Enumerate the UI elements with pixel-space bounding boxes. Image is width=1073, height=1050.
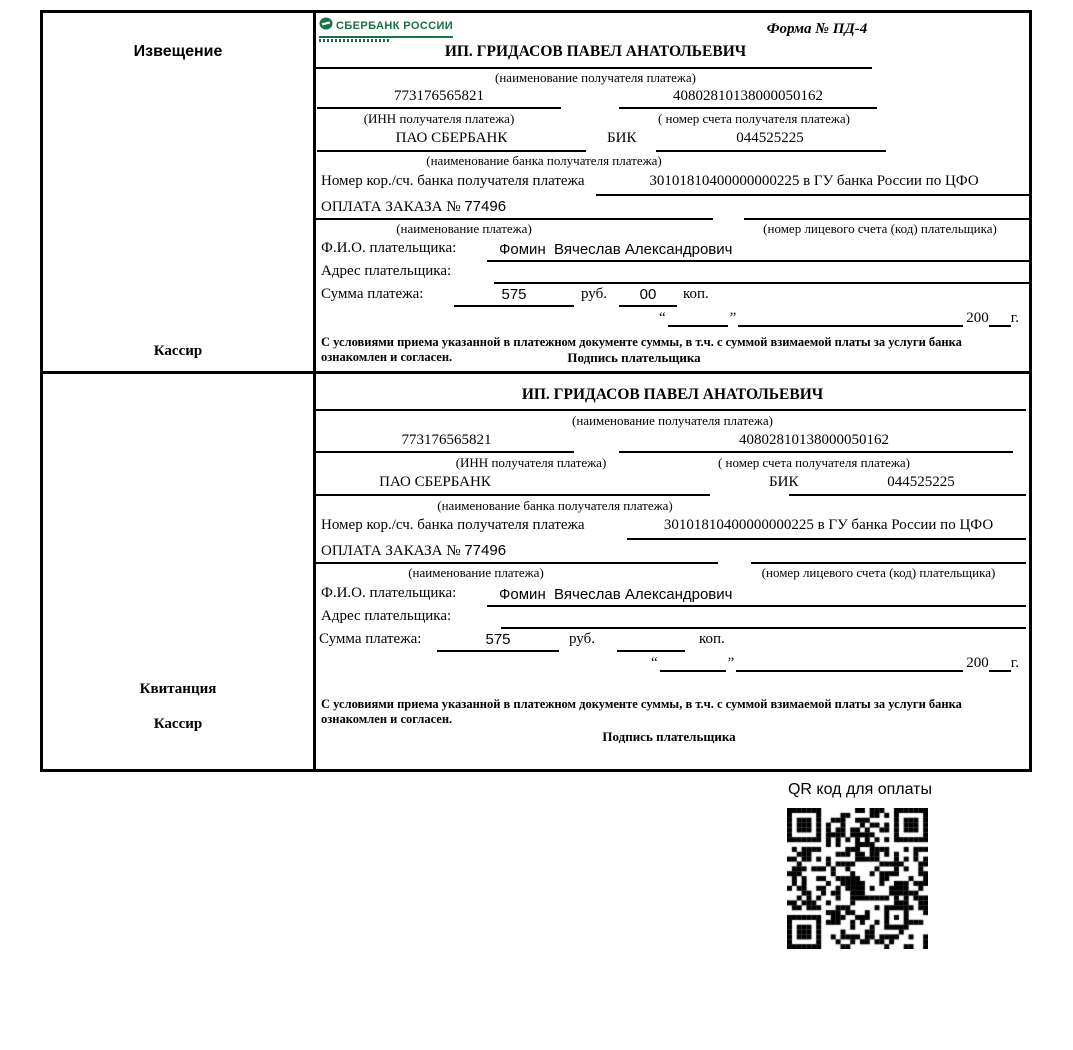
underline [487, 605, 1026, 607]
payer-signature-label: Подпись плательщика [567, 350, 701, 365]
amount-label: Сумма платежа: [319, 631, 422, 647]
order-number: 77496 [464, 198, 507, 215]
payment-caption: (наименование платежа) [396, 221, 532, 236]
date-quote-close: ” [727, 655, 735, 671]
payment-purpose [321, 542, 506, 560]
agreement-line1: С условиями приема указанной в платежном документе суммы, в т.ч. с суммой взимаемой платы за услуги банка [321, 335, 962, 349]
date-quote-close: ” [729, 310, 737, 326]
underline [744, 218, 1029, 220]
underline [437, 650, 559, 652]
bank-name: ПАО СБЕРБАНК [379, 474, 491, 490]
form-number-label: Форма № ПД-4 [766, 21, 868, 37]
sberbank-logo [319, 17, 453, 42]
recipient-name: ИП. ГРИДАСОВ ПАВЕЛ АНАТОЛЬЕВИЧ [444, 43, 747, 60]
kop-label: коп. [699, 631, 725, 647]
bik-value: 044525225 [736, 130, 804, 146]
underline [454, 305, 574, 307]
sberbank-emblem-icon [319, 17, 333, 35]
amount-kop-value: 00 [639, 286, 657, 303]
recipient-caption: (наименование получателя платежа) [572, 413, 773, 428]
date-year-blank [989, 311, 1011, 327]
payer-name-label: Ф.И.О. плательщика: [321, 585, 457, 601]
account-caption: ( номер счета получателя платежа) [717, 455, 911, 470]
date-quote-open: “ [651, 655, 658, 671]
payer-name-label: Ф.И.О. плательщика: [321, 240, 457, 256]
inn-value: 773176565821 [401, 432, 492, 448]
inn-caption: (ИНН получателя платежа) [363, 111, 515, 126]
cashier-label-notice: Кассир [153, 343, 203, 359]
payer-address-label: Адрес плательщика: [321, 608, 452, 624]
underline [789, 494, 1026, 496]
payment-purpose-label: ОПЛАТА ЗАКАЗА № [321, 199, 461, 215]
bank-name: ПАО СБЕРБАНК [395, 130, 508, 146]
column-divider [313, 13, 316, 769]
qr-code-label: QR код для оплаты [787, 781, 932, 798]
receipt-section [319, 374, 1029, 769]
underline [617, 650, 685, 652]
date-quote-open: “ [659, 310, 666, 326]
sberbank-logo-tagline [319, 39, 389, 42]
account-value: 40802810138000050162 [673, 88, 823, 104]
date-day-blank [660, 656, 726, 672]
underline [627, 538, 1026, 540]
underline [315, 451, 574, 453]
payer-address-label: Адрес плательщика: [321, 263, 452, 279]
underline [619, 107, 877, 109]
payment-purpose-label: ОПЛАТА ЗАКАЗА № [321, 543, 461, 559]
payer-name-value: Фомин Вячеслав Александрович [499, 586, 733, 603]
kop-label: коп. [683, 286, 709, 302]
agreement-line1: С условиями приема указанной в платежном документе суммы, в т.ч. с суммой взимаемой платы за услуги банка [321, 697, 962, 711]
bik-label: БИК [607, 130, 637, 146]
underline [313, 409, 1026, 411]
underline [487, 260, 1029, 262]
date-month-blank [736, 656, 963, 672]
inn-caption: (ИНН получателя платежа) [455, 455, 607, 470]
sberbank-logo-text: СБЕРБАНК РОССИИ [336, 20, 454, 32]
personal-account-caption: (номер лицевого счета (код) плательщика) [761, 565, 996, 580]
qr-code [787, 808, 928, 949]
date-year-suffix: г. [1010, 310, 1019, 326]
date-year-prefix: 200 [966, 310, 989, 326]
amount-rub-value: 575 [485, 631, 511, 648]
corr-account-label: Номер кор./сч. банка получателя платежа [321, 517, 585, 533]
date-year-suffix: г. [1010, 655, 1019, 671]
underline [494, 282, 1029, 284]
underline [751, 562, 1026, 564]
amount-label: Сумма платежа: [321, 286, 424, 302]
date-row [649, 655, 1019, 672]
bank-caption: (наименование банка получателя платежа) [426, 153, 662, 168]
rub-label: руб. [581, 286, 607, 302]
payer-signature-label: Подпись плательщика [602, 729, 736, 744]
underline [317, 150, 586, 152]
underline [313, 218, 713, 220]
rub-label: руб. [569, 631, 595, 647]
underline [315, 67, 872, 69]
payer-name-value: Фомин Вячеслав Александрович [499, 241, 733, 258]
account-value: 40802810138000050162 [739, 432, 889, 448]
corr-account-value: 30101810400000000225 в ГУ банка России по ЦФО [663, 517, 994, 533]
account-caption: ( номер счета получателя платежа) [657, 111, 851, 126]
section-label-receipt: Квитанция [139, 681, 217, 697]
pd4-form [40, 10, 1032, 772]
amount-rub-value: 575 [501, 286, 527, 303]
bik-label: БИК [769, 474, 799, 490]
corr-account-value: 30101810400000000225 в ГУ банка России по ЦФО [649, 173, 979, 189]
bank-caption: (наименование банка получателя платежа) [437, 498, 673, 513]
bik-value: 044525225 [887, 474, 955, 490]
underline [317, 107, 561, 109]
agreement-line2: ознакомлен и согласен. [321, 712, 453, 726]
personal-account-caption: (номер лицевого счета (код) плательщика) [763, 221, 997, 236]
date-row [657, 310, 1019, 327]
payment-caption: (наименование платежа) [408, 565, 544, 580]
underline [619, 305, 677, 307]
payment-purpose [321, 198, 506, 216]
underline [313, 494, 710, 496]
underline [596, 194, 1029, 196]
corr-account-label: Номер кор./сч. банка получателя платежа [321, 173, 585, 189]
underline [501, 627, 1026, 629]
underline [656, 150, 886, 152]
date-month-blank [738, 311, 963, 327]
notice-section [319, 13, 1029, 371]
date-year-blank [989, 656, 1011, 672]
section-label-notice: Извещение [133, 43, 223, 60]
recipient-name: ИП. ГРИДАСОВ ПАВЕЛ АНАТОЛЬЕВИЧ [521, 386, 824, 403]
date-day-blank [668, 311, 728, 327]
recipient-caption: (наименование получателя платежа) [495, 70, 696, 85]
date-year-prefix: 200 [966, 655, 989, 671]
agreement-line2: ознакомлен и согласен. [321, 350, 453, 364]
underline [619, 451, 1013, 453]
underline [313, 562, 718, 564]
cashier-label-receipt: Кассир [153, 716, 203, 732]
order-number: 77496 [464, 542, 507, 559]
inn-value: 773176565821 [394, 88, 484, 104]
